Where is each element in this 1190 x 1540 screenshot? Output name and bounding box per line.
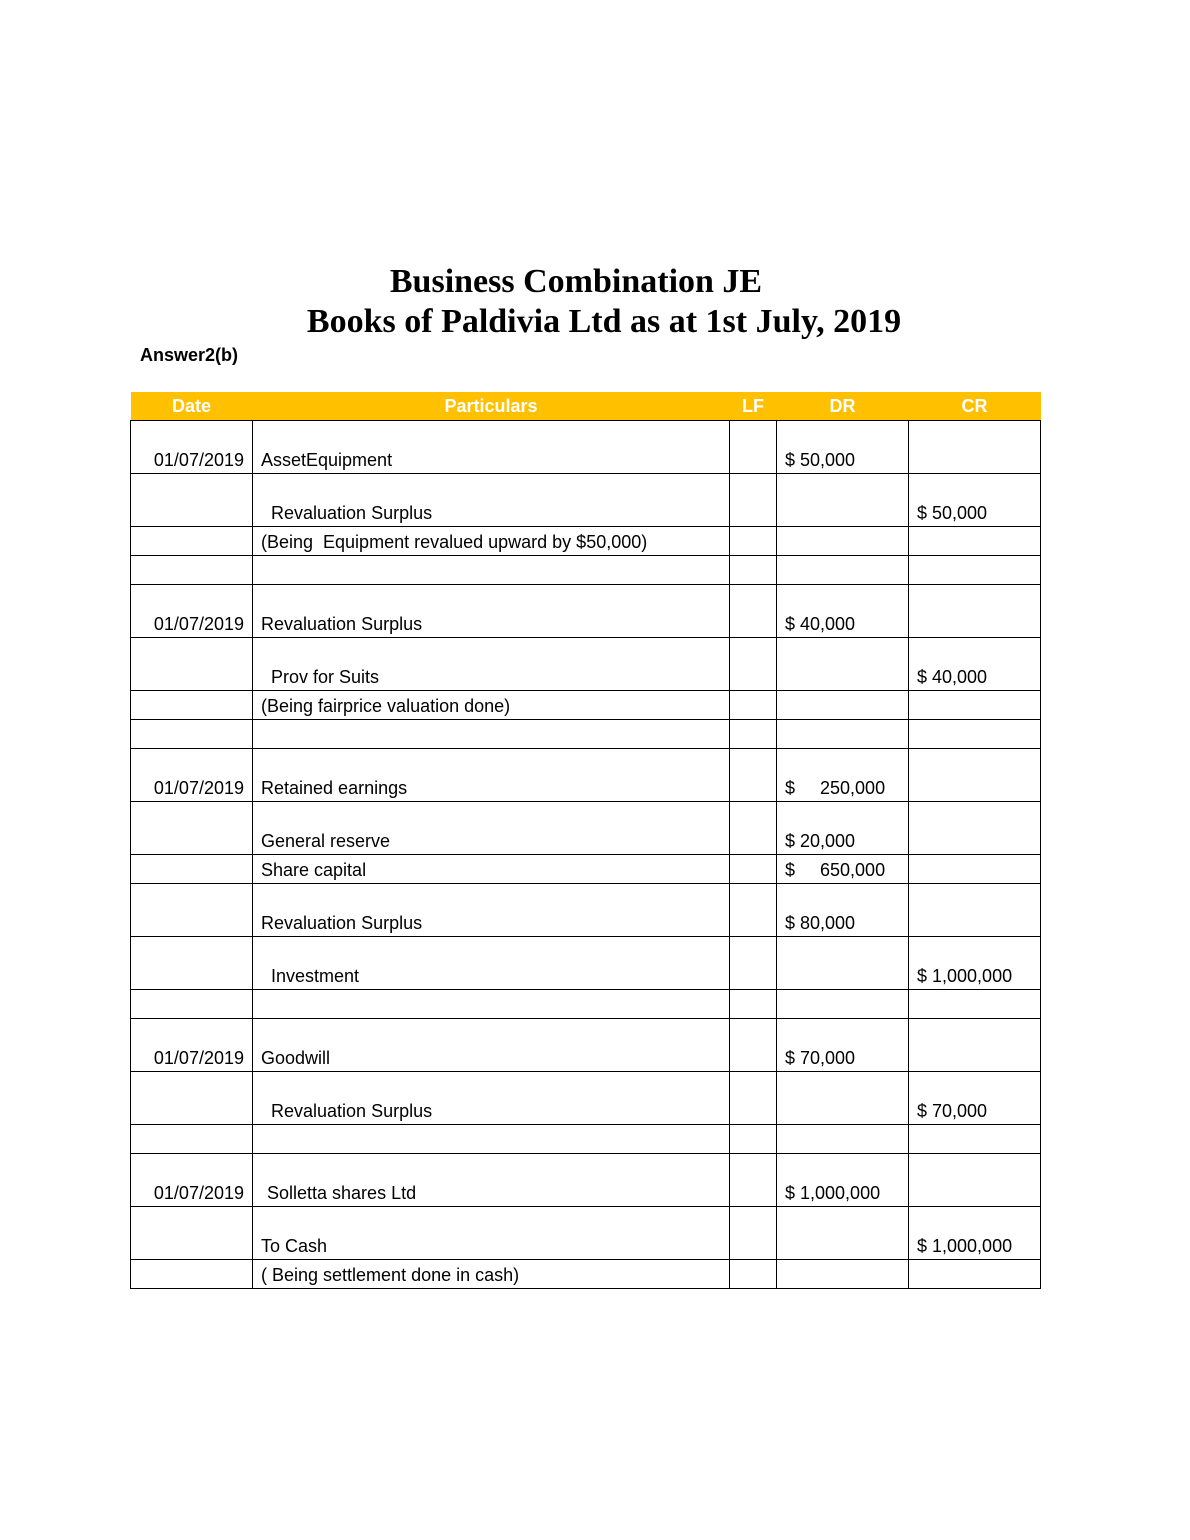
cell-cr	[909, 749, 1041, 802]
cell-date	[131, 1125, 253, 1154]
table-row	[131, 421, 1041, 474]
cell-particulars: (Being fairprice valuation done)	[253, 691, 730, 720]
header-date: Date	[131, 392, 253, 421]
cell-cr	[909, 1154, 1041, 1207]
cell-particulars: Investment	[253, 937, 730, 990]
cell-date	[131, 802, 253, 855]
cell-particulars: Share capital	[253, 855, 730, 884]
cell-date	[131, 855, 253, 884]
cell-dr	[777, 1125, 909, 1154]
cell-date	[131, 556, 253, 585]
cell-lf	[730, 990, 777, 1019]
cell-particulars: Goodwill	[253, 1019, 730, 1072]
table-row	[131, 1260, 1041, 1289]
cell-dr	[777, 474, 909, 527]
cell-lf	[730, 1207, 777, 1260]
cell-lf	[730, 855, 777, 884]
header-cr: CR	[909, 392, 1041, 421]
cell-date	[131, 691, 253, 720]
cell-cr	[909, 1260, 1041, 1289]
cell-cr	[909, 556, 1041, 585]
cell-date	[131, 884, 253, 937]
cell-dr	[777, 937, 909, 990]
cell-cr	[909, 802, 1041, 855]
cell-lf	[730, 802, 777, 855]
cell-date	[131, 474, 253, 527]
table-row	[131, 556, 1041, 585]
cell-date	[131, 937, 253, 990]
cell-particulars: Revaluation Surplus	[253, 884, 730, 937]
table-row	[131, 720, 1041, 749]
cell-particulars: (Being Equipment revalued upward by $50,000)	[253, 527, 730, 556]
cell-lf	[730, 1260, 777, 1289]
cell-dr	[777, 556, 909, 585]
table-row	[131, 1019, 1041, 1072]
table-row	[131, 691, 1041, 720]
cell-dr	[777, 638, 909, 691]
cell-cr	[909, 1019, 1041, 1072]
cell-date	[131, 990, 253, 1019]
cell-particulars	[253, 1125, 730, 1154]
cell-particulars: Prov for Suits	[253, 638, 730, 691]
cell-dr	[777, 691, 909, 720]
cell-cr	[909, 990, 1041, 1019]
cell-particulars	[253, 720, 730, 749]
cell-lf	[730, 691, 777, 720]
table-row	[131, 1072, 1041, 1125]
table-row	[131, 749, 1041, 802]
cell-date: 01/07/2019	[131, 1154, 253, 1207]
cell-lf	[730, 749, 777, 802]
document-subtitle: Books of Paldivia Ltd as at 1st July, 2019	[306, 303, 902, 340]
cell-dr: $ 80,000	[777, 884, 909, 937]
cell-lf	[730, 1019, 777, 1072]
header-lf: LF	[730, 392, 777, 421]
table-row	[131, 1207, 1041, 1260]
cell-dr: $ 20,000	[777, 802, 909, 855]
cell-date: 01/07/2019	[131, 585, 253, 638]
table-row	[131, 884, 1041, 937]
cell-date: 01/07/2019	[131, 1019, 253, 1072]
cell-cr	[909, 1125, 1041, 1154]
cell-cr	[909, 421, 1041, 474]
cell-dr	[777, 990, 909, 1019]
table-row	[131, 990, 1041, 1019]
cell-cr	[909, 884, 1041, 937]
cell-cr: $ 1,000,000	[909, 937, 1041, 990]
cell-particulars: Revaluation Surplus	[253, 474, 730, 527]
cell-dr	[777, 720, 909, 749]
cell-lf	[730, 1154, 777, 1207]
cell-lf	[730, 1072, 777, 1125]
table-header-row	[131, 392, 1041, 421]
cell-lf	[730, 585, 777, 638]
cell-lf	[730, 474, 777, 527]
cell-particulars: General reserve	[253, 802, 730, 855]
cell-particulars: Revaluation Surplus	[253, 585, 730, 638]
table-row	[131, 802, 1041, 855]
cell-cr	[909, 585, 1041, 638]
cell-lf	[730, 527, 777, 556]
cell-date	[131, 720, 253, 749]
cell-date	[131, 638, 253, 691]
table-row	[131, 1125, 1041, 1154]
cell-lf	[730, 937, 777, 990]
cell-cr: $ 1,000,000	[909, 1207, 1041, 1260]
cell-cr	[909, 527, 1041, 556]
table-row	[131, 527, 1041, 556]
cell-particulars: Retained earnings	[253, 749, 730, 802]
cell-cr	[909, 855, 1041, 884]
cell-lf	[730, 720, 777, 749]
cell-dr: $ 70,000	[777, 1019, 909, 1072]
header-dr: DR	[777, 392, 909, 421]
cell-cr: $ 70,000	[909, 1072, 1041, 1125]
cell-particulars: Solletta shares Ltd	[253, 1154, 730, 1207]
cell-dr: $ 40,000	[777, 585, 909, 638]
table-row	[131, 937, 1041, 990]
cell-particulars: ( Being settlement done in cash)	[253, 1260, 730, 1289]
answer-label: Answer2(b)	[140, 345, 239, 365]
table-row	[131, 585, 1041, 638]
journal-entries-table	[130, 392, 1041, 1289]
cell-dr	[777, 527, 909, 556]
cell-lf	[730, 556, 777, 585]
cell-cr: $ 40,000	[909, 638, 1041, 691]
cell-lf	[730, 1125, 777, 1154]
cell-date	[131, 1260, 253, 1289]
cell-lf	[730, 638, 777, 691]
table-row	[131, 1154, 1041, 1207]
cell-dr: $ 250,000	[777, 749, 909, 802]
cell-dr	[777, 1260, 909, 1289]
cell-lf	[730, 421, 777, 474]
cell-date	[131, 527, 253, 556]
cell-dr: $ 1,000,000	[777, 1154, 909, 1207]
cell-cr: $ 50,000	[909, 474, 1041, 527]
cell-date	[131, 1072, 253, 1125]
cell-dr: $ 50,000	[777, 421, 909, 474]
header-particulars: Particulars	[253, 392, 730, 421]
cell-lf	[730, 884, 777, 937]
table-row	[131, 855, 1041, 884]
cell-particulars	[253, 556, 730, 585]
cell-particulars: AssetEquipment	[253, 421, 730, 474]
table-row	[131, 474, 1041, 527]
cell-date: 01/07/2019	[131, 421, 253, 474]
document-title: Business Combination JE	[389, 263, 763, 300]
cell-date	[131, 1207, 253, 1260]
cell-dr: $ 650,000	[777, 855, 909, 884]
cell-dr	[777, 1072, 909, 1125]
cell-date: 01/07/2019	[131, 749, 253, 802]
cell-cr	[909, 720, 1041, 749]
cell-cr	[909, 691, 1041, 720]
table-row	[131, 638, 1041, 691]
cell-particulars	[253, 990, 730, 1019]
cell-dr	[777, 1207, 909, 1260]
cell-particulars: To Cash	[253, 1207, 730, 1260]
cell-particulars: Revaluation Surplus	[253, 1072, 730, 1125]
